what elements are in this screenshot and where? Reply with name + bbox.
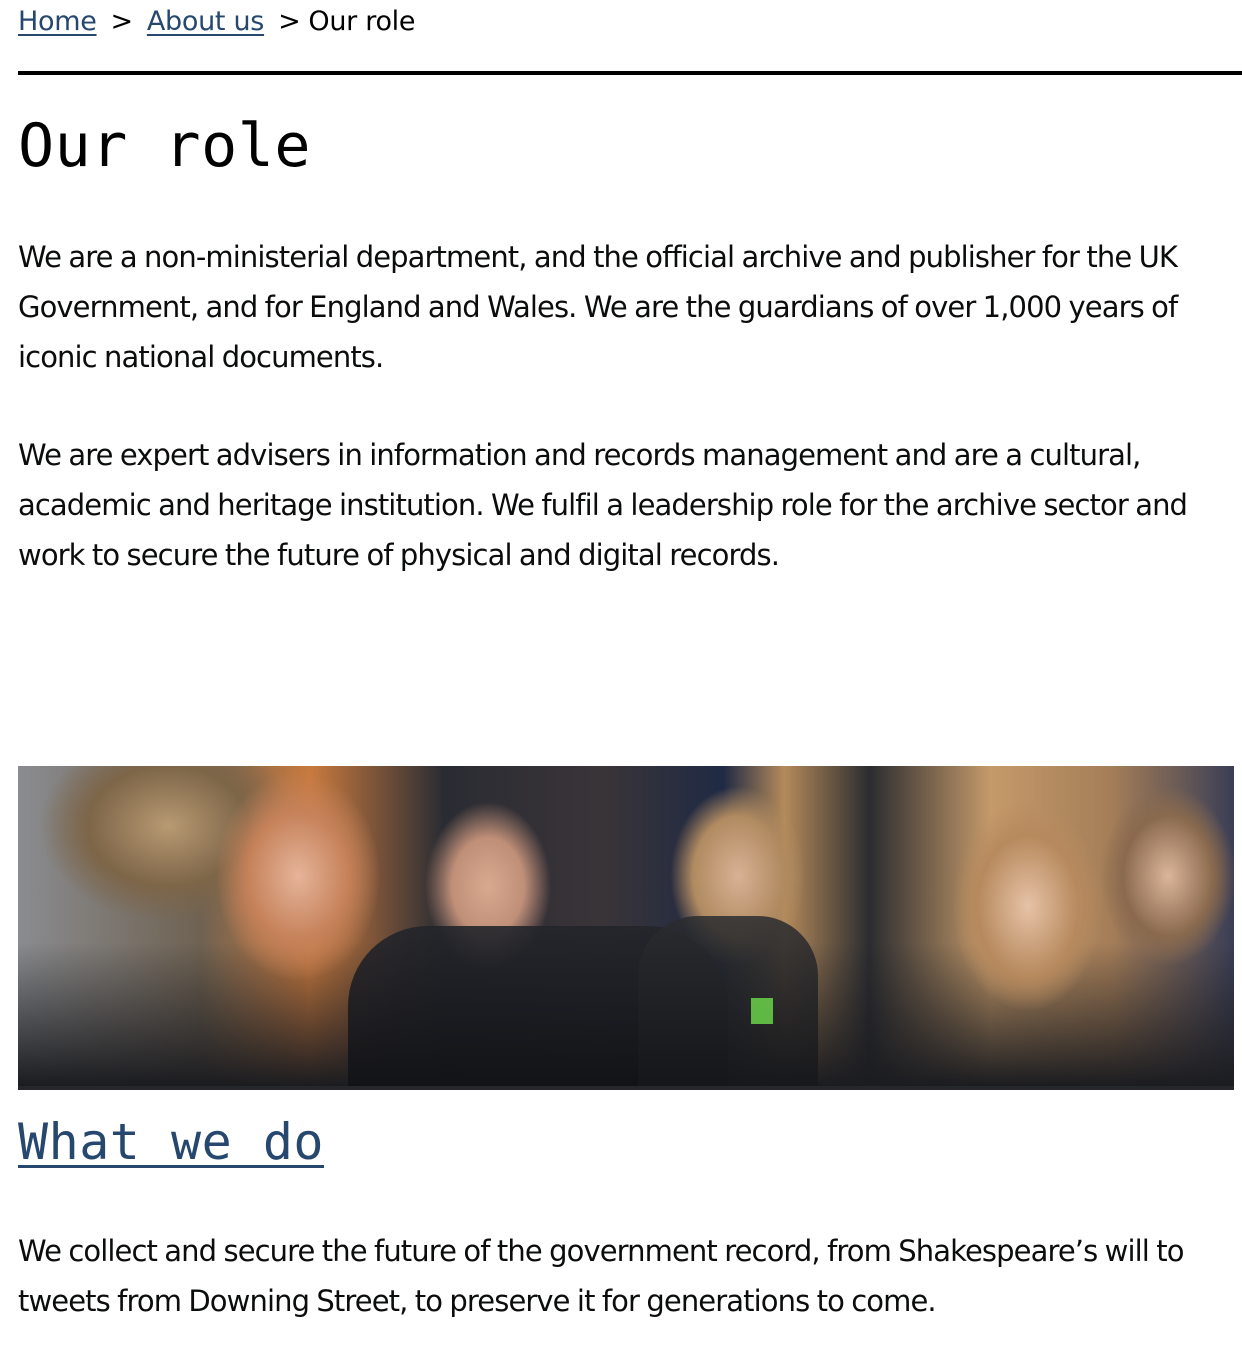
breadcrumb-link-home[interactable]: Home — [18, 6, 97, 37]
intro-paragraph: We are a non-ministerial department, and the official archive and publisher for the UK Government, and for England and Wales. We are the guardians of over 1,000 years of iconic national documents. — [18, 240, 1178, 374]
what-we-do-heading — [18, 1110, 324, 1174]
what-we-do-image[interactable] — [18, 766, 1234, 1090]
what-we-do-description: We collect and secure the future of the government record, from Shakespeare’s will to tweets from Downing Street, to preserve it for generations to come. — [18, 1234, 1184, 1318]
intro-paragraph: We are expert advisers in information and records management and are a cultural, academic and heritage institution. We fulfil a leadership role for the archive sector and work to secure the future of physical and digital records. — [18, 438, 1188, 572]
photo-detail — [751, 998, 773, 1024]
breadcrumb-separator: > — [278, 6, 301, 37]
breadcrumb-link-about-us[interactable]: About us — [146, 6, 265, 37]
header-divider — [18, 71, 1242, 75]
breadcrumb — [18, 4, 415, 40]
photo-detail — [638, 916, 818, 1086]
what-we-do-link[interactable]: What we do — [18, 1113, 325, 1171]
breadcrumb-separator: > — [110, 6, 133, 37]
page-title: Our role — [18, 111, 311, 181]
breadcrumb-current-page: Our role — [308, 6, 416, 37]
